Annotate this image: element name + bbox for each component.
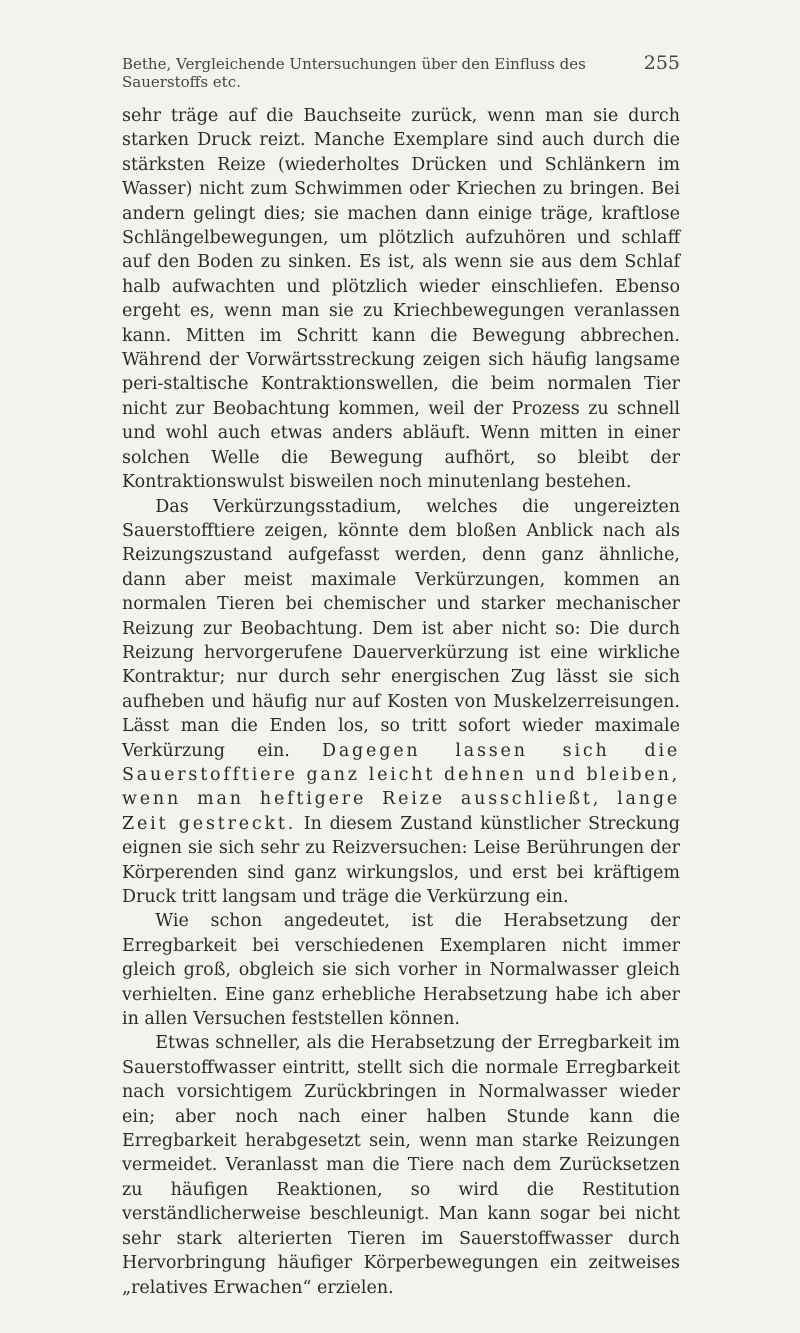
paragraph-2-emphasis: Dagegen lassen sich die Sauerstofftiere ganz leicht dehnen und bleiben, wenn man heftigere Reize ausschließt, lange Zeit gestreckt. bbox=[122, 740, 680, 834]
page-number: 255 bbox=[643, 52, 680, 74]
page-body bbox=[122, 104, 680, 1300]
paragraph-2-text-after: In diesem Zustand künstlicher Streckung eignen sie sich sehr zu Reizversuchen: Leise Berührungen der Körperenden sind ganz wirkungslos, und erst bei kräftigem Druck tritt langsam und träge die Verkürzung ein. bbox=[122, 813, 680, 907]
paragraph-1: sehr träge auf die Bauchseite zurück, wenn man sie durch starken Druck reizt. Manche Exemplare sind auch durch die stärksten Reize (wiederholtes Drücken und Schlänkern im Wasser) nicht zum Schwimmen oder Kriechen zu bringen. Bei andern gelingt dies; sie machen dann einige träge, kraftlose Schlängelbewegungen, um plötzlich aufzuhören und schlaff auf den Boden zu sinken. Es ist, als wenn sie aus dem Schlaf halb aufwachten und plötzlich wieder einschliefen. Ebenso ergeht es, wenn man sie zu Kriechbewegungen veranlassen kann. Mitten im Schritt kann die Bewegung abbrechen. Während der Vorwärtsstreckung zeigen sich häufig langsame peri-staltische Kontraktionswellen, die beim normalen Tier nicht zur Beobachtung kommen, weil der Prozess zu schnell und wohl auch etwas anders abläuft. Wenn mitten in einer solchen Welle die Bewegung aufhört, so bleibt der Kontraktionswulst bisweilen noch minutenlang bestehen. bbox=[122, 106, 680, 493]
paragraph-2 bbox=[122, 495, 680, 910]
paragraph-4: Etwas schneller, als die Herabsetzung der Erregbarkeit im Sauerstoffwasser eintritt, stellt sich die normale Erregbarkeit nach vorsichtigem Zurückbringen in Normalwasser wieder ein; aber noch nach einer halben Stunde kann die Erregbarkeit herabgesetzt sein, wenn man starke Reizungen vermeidet. Veranlasst man die Tiere nach dem Zurücksetzen zu häufigen Reaktionen, so wird die Restitution verständlicherweise beschleunigt. Man kann sogar bei nicht sehr stark alterierten Tieren im Sauerstoffwasser durch Hervorbringung häufiger Körperbewegungen ein zeitweises „relatives Erwachen“ erzielen. bbox=[122, 1033, 680, 1298]
running-title: Bethe, Vergleichende Untersuchungen über den Einfluss des Sauerstoffs etc. bbox=[122, 55, 586, 91]
paragraph-2-text-before: Das Verkürzungsstadium, welches die ungereizten Sauerstofftiere zeigen, könnte dem bloßen Anblick nach als Reizungszustand aufgefasst werden, denn ganz ähnliche, dann aber meist maximale Verkürzungen, kommen an normalen Tieren bei chemischer und starker mechanischer Reizung zur Beobachtung. Dem ist aber nicht so: Die durch Reizung hervorgerufene Dauerverkürzung ist eine wirkliche Kontraktur; nur durch sehr energischen Zug lässt sie sich aufheben und häufig nur auf Kosten von Muskelzerreisungen. Lässt man die Enden los, so tritt sofort wieder maximale Verkürzung ein. bbox=[122, 496, 680, 761]
running-header bbox=[122, 52, 680, 91]
paragraph-3: Wie schon angedeutet, ist die Herabsetzung der Erregbarkeit bei verschiedenen Exemplaren nicht immer gleich groß, obgleich sie sich vorher in Normalwasser gleich verhielten. Eine ganz erhebliche Herabsetzung habe ich aber in allen Versuchen feststellen können. bbox=[122, 911, 680, 1030]
